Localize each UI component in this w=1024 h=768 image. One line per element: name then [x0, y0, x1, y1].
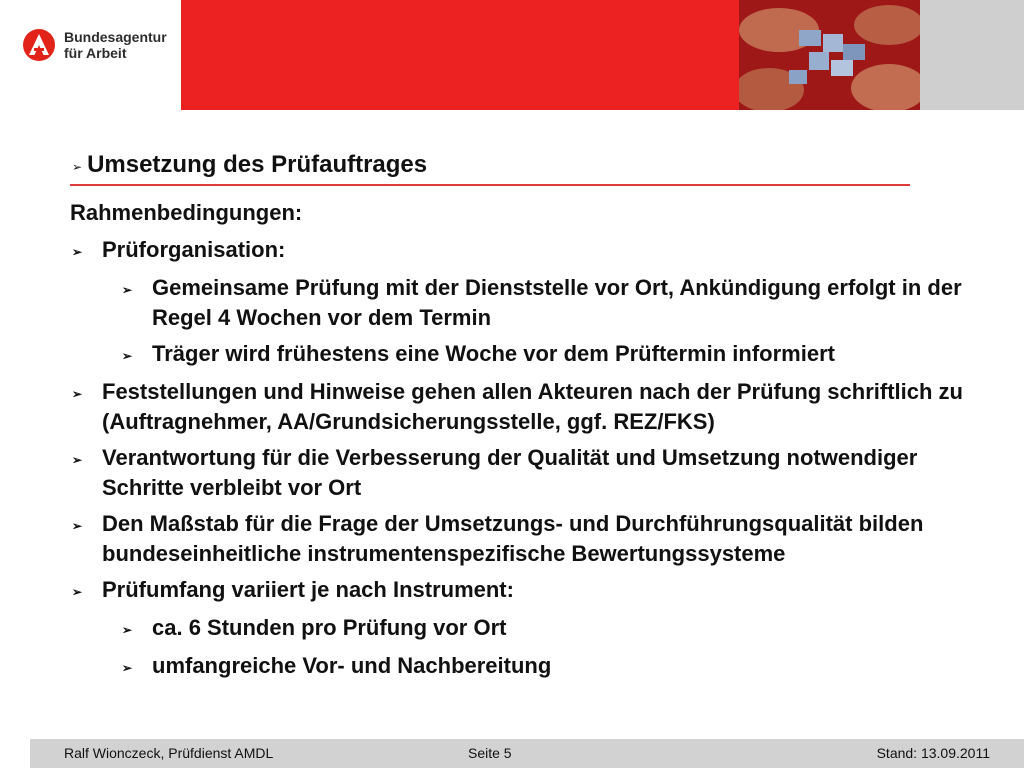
arrow-bullet-icon: ➢: [122, 283, 133, 297]
puzzle-image: [739, 0, 920, 110]
bullet-text: Feststellungen und Hinweise gehen allen Akteuren nach der Prüfung schriftlich zu (Auftragnehmer, AA/Grundsicherungsstelle, ggf. REZ/FKS): [102, 379, 963, 434]
header-red-band: [181, 0, 739, 110]
title-divider: [70, 184, 910, 186]
bullet-text: umfangreiche Vor- und Nachbereitung: [152, 653, 552, 678]
arrow-bullet-icon: ➢: [72, 519, 83, 533]
arrow-bullet-icon: ➢: [72, 453, 83, 467]
slide-subtitle: Rahmenbedingungen:: [70, 200, 303, 225]
logo: [22, 28, 167, 62]
bullet-text: Verantwortung für die Verbesserung der Qualität und Umsetzung notwendiger Schritte verbleibt vor Ort: [102, 445, 918, 500]
bullet-text: ca. 6 Stunden pro Prüfung vor Ort: [152, 615, 507, 640]
title-row: [72, 151, 427, 179]
agency-logo-icon: [22, 28, 56, 62]
sub-bullet-item: [72, 613, 1002, 645]
header-photo-puzzle-hands: [739, 0, 920, 110]
arrow-bullet-icon: ➢: [122, 349, 133, 363]
arrow-bullet-icon: ➢: [72, 159, 83, 174]
logo-text: [64, 29, 167, 61]
bullet-list: [72, 235, 1002, 689]
footer-date: Stand: 13.09.2011: [876, 745, 990, 761]
bullet-text: Gemeinsame Prüfung mit der Dienststelle vor Ort, Ankündigung erfolgt in der Regel 4 Wochen vor dem Termin: [152, 275, 962, 330]
sub-bullet-item: [72, 651, 1002, 683]
sub-bullet-item: [72, 273, 1002, 333]
sub-bullet-item: [72, 339, 1002, 371]
bullet-item: [72, 235, 1002, 267]
footer: [30, 739, 1024, 768]
bullet-item: [72, 509, 1002, 569]
footer-author: Ralf Wionczeck, Prüfdienst AMDL: [64, 745, 274, 761]
arrow-bullet-icon: ➢: [122, 623, 133, 637]
bullet-text: Prüfumfang variiert je nach Instrument:: [102, 577, 514, 602]
bullet-item: [72, 443, 1002, 503]
bullet-item: [72, 377, 1002, 437]
arrow-bullet-icon: ➢: [72, 585, 83, 599]
bullet-text: Den Maßstab für die Frage der Umsetzungs- und Durchführungsqualität bilden bundeseinheitliche instrumentenspezifische Bewertungssysteme: [102, 511, 924, 566]
bullet-text: Prüforganisation:: [102, 237, 286, 262]
logo-line-1: Bundesagentur: [64, 29, 167, 45]
slide-title: Umsetzung des Prüfauftrages: [87, 151, 428, 178]
header-gray-block: [920, 0, 1024, 110]
bullet-text: Träger wird frühestens eine Woche vor dem Prüftermin informiert: [152, 341, 835, 366]
bullet-item: [72, 575, 1002, 607]
arrow-bullet-icon: ➢: [72, 387, 83, 401]
logo-line-2: für Arbeit: [64, 45, 127, 61]
arrow-bullet-icon: ➢: [122, 661, 133, 675]
arrow-bullet-icon: ➢: [72, 245, 83, 259]
footer-page-number: Seite 5: [468, 745, 512, 761]
